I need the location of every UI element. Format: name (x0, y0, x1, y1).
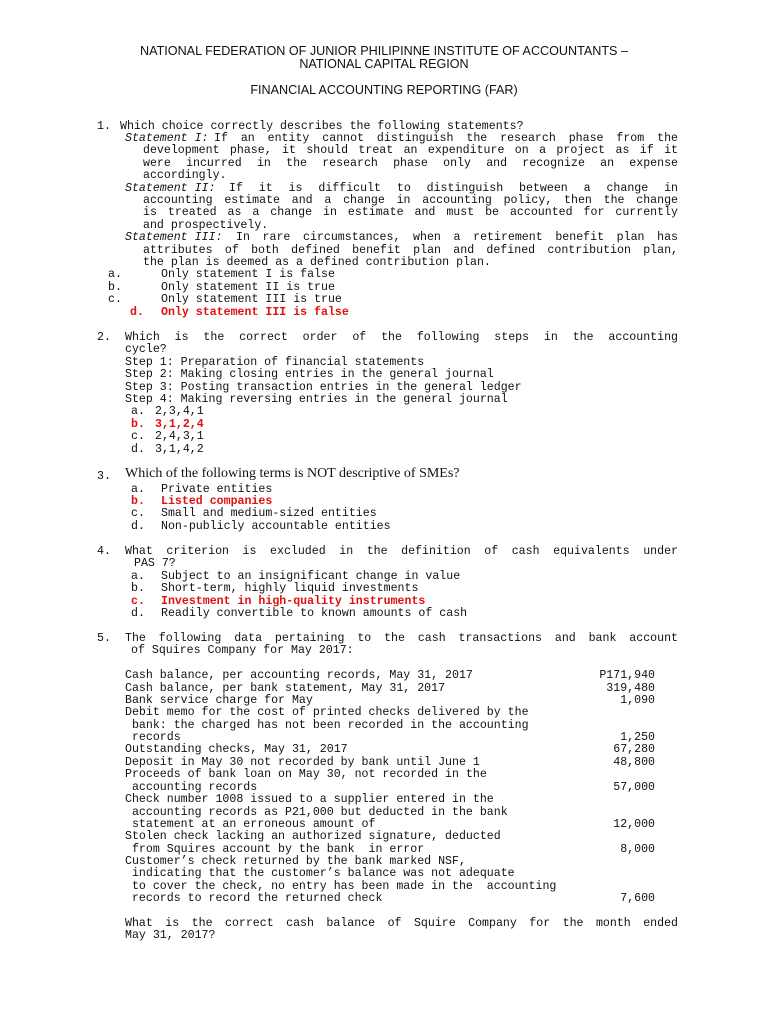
statement-text: If an entity cannot distinguish the research phase from the (214, 132, 678, 145)
data-item-label: Cash balance, per accounting records, May 31, 2017 (125, 669, 473, 682)
choice-letter: a. (131, 483, 145, 496)
data-item-amount: 8,000 (620, 843, 655, 856)
data-item-label: Cash balance, per bank statement, May 31, 2017 (125, 682, 446, 695)
statement-text: attributes of both defined benefit plan and defined contribution plan, (143, 244, 678, 257)
question-stem: cycle? (125, 343, 167, 356)
question-number: 2. (97, 331, 111, 344)
choice-letter: b. (131, 582, 145, 595)
step-item: Step 4: Making reversing entries in the general journal (125, 393, 508, 406)
data-item-label: Bank service charge for May (125, 694, 313, 707)
question-stem: Which choice correctly describes the following statements? (120, 120, 524, 133)
statement-text: development phase, it should treat an expenditure on a project as if it (143, 144, 678, 157)
data-item-label: Stolen check lacking an authorized signature, deducted (125, 830, 501, 843)
choice-text-answer: Listed companies (161, 495, 273, 508)
statement-label: Statement II: (125, 182, 216, 195)
statement-text: and prospectively. (143, 219, 269, 232)
data-item-amount: P171,940 (599, 669, 655, 682)
statement-text: were incurred in the research phase only and recognize an expense (143, 157, 678, 170)
choice-text: 2,4,3,1 (155, 430, 204, 443)
data-item-label: statement at an erroneous amount of (125, 818, 376, 831)
data-item-label: Deposit in May 30 not recorded by bank until June 1 (125, 756, 480, 769)
data-item-label: to cover the check, no entry has been made in the accounting (125, 880, 557, 893)
choice-text: Private entities (161, 483, 273, 496)
question-number: 3. (97, 470, 111, 483)
data-item-label: indicating that the customer’s balance was not adequate (125, 867, 515, 880)
choice-text: Non-publicly accountable entities (161, 520, 391, 533)
statement-text: is treated as a change in estimate and must be accounted for currently (143, 206, 678, 219)
data-item-amount: 12,000 (613, 818, 655, 831)
statement-label: Statement III: (125, 231, 223, 244)
choice-letter: b. (108, 281, 122, 294)
org-title-line1: NATIONAL FEDERATION OF JUNIOR PHILIPINNE INSTITUTE OF ACCOUNTANTS – (140, 44, 628, 58)
choice-text: Readily convertible to known amounts of cash (161, 607, 468, 620)
question-number: 4. (97, 545, 111, 558)
statement-text: If it is difficult to distinguish between a change in (229, 182, 678, 195)
data-item-label: records to record the returned check (125, 892, 383, 905)
statement-text: accounting estimate and a change in accounting policy, then the change (143, 194, 678, 207)
data-item-label: Debit memo for the cost of printed checks delivered by the (125, 706, 529, 719)
step-item: Step 3: Posting transaction entries in the general ledger (125, 381, 522, 394)
step-item: Step 2: Making closing entries in the general journal (125, 368, 494, 381)
choice-letter: a. (131, 570, 145, 583)
data-item-label: Customer’s check returned by the bank marked NSF, (125, 855, 466, 868)
data-item-label: Proceeds of bank loan on May 30, not recorded in the (125, 768, 487, 781)
data-item-label: bank: the charged has not been recorded in the accounting (125, 719, 529, 732)
choice-text: 3,1,4,2 (155, 443, 204, 456)
question-stem: The following data pertaining to the cash transactions and bank account (125, 632, 678, 645)
choice-text: Small and medium-sized entities (161, 507, 377, 520)
data-item-label: from Squires account by the bank in error (125, 843, 425, 856)
choice-letter-answer: d. (130, 306, 144, 319)
choice-letter: a. (131, 405, 145, 418)
choice-letter: c. (108, 293, 122, 306)
choice-letter: d. (131, 520, 145, 533)
data-item-amount: 319,480 (606, 682, 655, 695)
data-item-amount: 48,800 (613, 756, 655, 769)
choice-text: Only statement I is false (161, 268, 335, 281)
question-stem: PAS 7? (134, 557, 176, 570)
question-stem: What is the correct cash balance of Squire Company for the month ended (125, 917, 678, 930)
statement-label: Statement I: (125, 132, 209, 145)
data-item-amount: 7,600 (620, 892, 655, 905)
question-number: 1. (97, 120, 111, 133)
choice-letter: a. (108, 268, 122, 281)
choice-text: Only statement III is true (161, 293, 342, 306)
statement-text: the plan is deemed as a defined contribution plan. (143, 256, 491, 269)
step-item: Step 1: Preparation of financial statements (125, 356, 425, 369)
choice-letter-answer: b. (131, 418, 145, 431)
choice-text-answer: 3,1,2,4 (155, 418, 204, 431)
data-item-amount: 1,090 (620, 694, 655, 707)
question-stem: Which is the correct order of the following steps in the accounting (125, 331, 678, 344)
choice-letter: d. (131, 443, 145, 456)
question-stem: What criterion is excluded in the definition of cash equivalents under (125, 545, 678, 558)
data-item-label: accounting records as P21,000 but deducted in the bank (125, 806, 508, 819)
choice-letter: c. (131, 507, 145, 520)
data-item-amount: 57,000 (613, 781, 655, 794)
choice-letter-answer: c. (131, 595, 145, 608)
data-item-label: Outstanding checks, May 31, 2017 (125, 743, 348, 756)
choice-text: 2,3,4,1 (155, 405, 204, 418)
choice-text: Only statement II is true (161, 281, 335, 294)
choice-letter: c. (131, 430, 145, 443)
question-number: 5. (97, 632, 111, 645)
question-stem: of Squires Company for May 2017: (131, 644, 354, 657)
data-item-amount: 67,280 (613, 743, 655, 756)
choice-text-answer: Investment in high-quality instruments (161, 595, 426, 608)
org-title-line2: NATIONAL CAPITAL REGION (299, 57, 469, 71)
data-item-label: accounting records (125, 781, 258, 794)
subject-title: FINANCIAL ACCOUNTING REPORTING (FAR) (250, 83, 518, 97)
data-item-label: Check number 1008 issued to a supplier entered in the (125, 793, 494, 806)
choice-letter: d. (131, 607, 145, 620)
choice-text: Subject to an insignificant change in value (161, 570, 461, 583)
choice-text-answer: Only statement III is false (161, 306, 349, 319)
choice-text: Short-term, highly liquid investments (161, 582, 419, 595)
choice-letter-answer: b. (131, 495, 145, 508)
statement-text: In rare circumstances, when a retirement benefit plan has (236, 231, 678, 244)
statement-text: accordingly. (143, 169, 227, 182)
data-item-label: records (125, 731, 181, 744)
data-item-amount: 1,250 (620, 731, 655, 744)
question-stem: Which of the following terms is NOT descriptive of SMEs? (125, 466, 460, 481)
question-stem: May 31, 2017? (125, 929, 216, 942)
